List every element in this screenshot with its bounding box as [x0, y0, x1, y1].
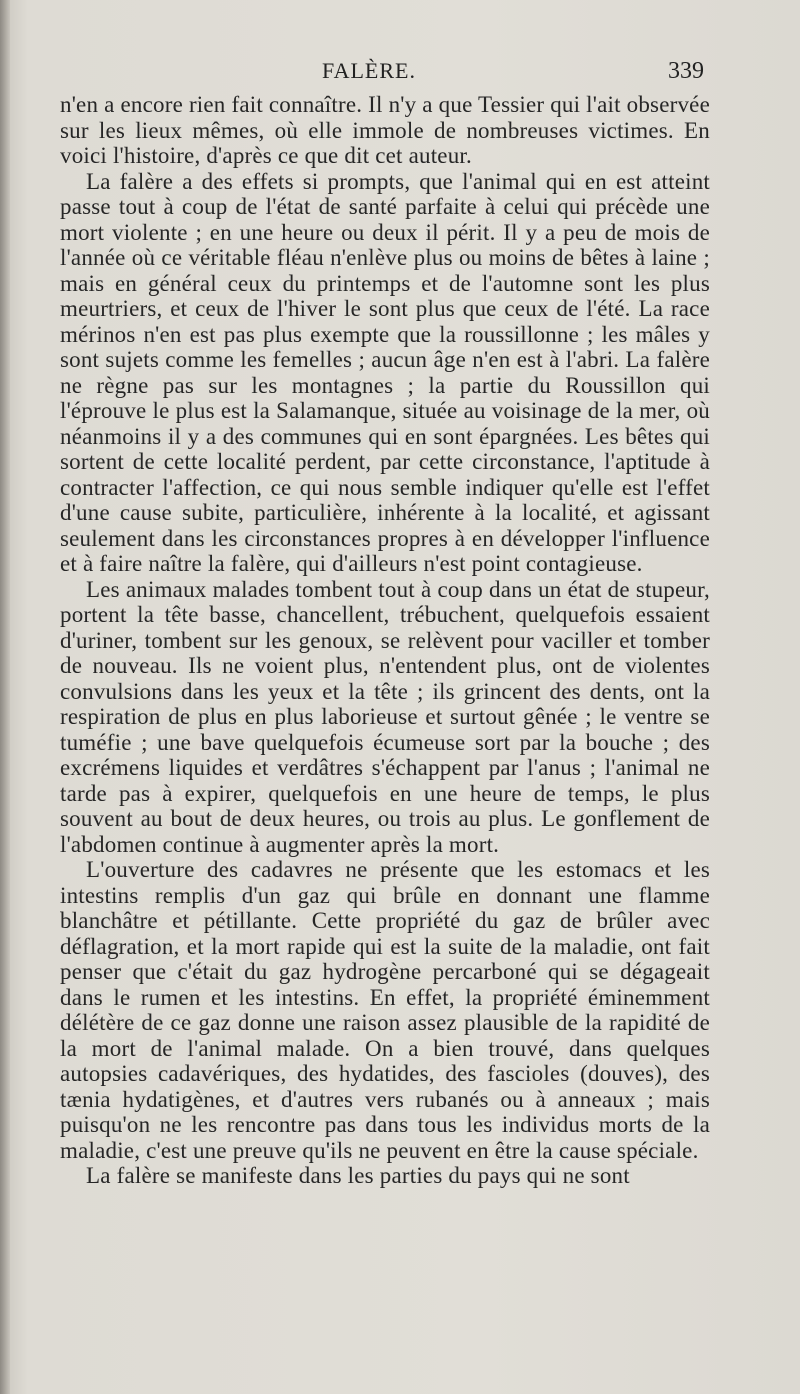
paragraph-falere-effects: La falère a des effets si prompts, que l'animal qui en est atteint passe tout à coup de l'état de santé parfaite à celui qui précède une mort violente ; en une heure ou deux il périt. Il y a peu de mois de l'année où ce véritable fléau n'enlève plus ou moins de bêtes à laine ; mais en général ceux du printemps et de l'automne sont les plus meurtriers, et ceux de l'hiver le sont plus que ceux de l'été. La race mérinos n'en est pas plus exempte que la roussillonne ; les mâles y sont sujets comme les femelles ; aucun âge n'en est à l'abri. La falère ne règne pas sur les montagnes ; la partie du Roussillon qui l'éprouve le plus est la Salamanque, située au voisinage de la mer, où néanmoins il y a des communes qui en sont épargnées. Les bêtes qui sortent de cette localité perdent, par cette circonstance, l'aptitude à contracter l'affection, ce qui nous semble indiquer qu'elle est l'effet d'une cause subite, particulière, inhérente à la localité, et agissant seulement dans les circonstances propres à en développer l'influence et à faire naître la falère, qui d'ailleurs n'est point contagieuse.	[60, 168, 710, 576]
running-title: FALÈRE.	[322, 58, 416, 83]
paragraph-autopsy: L'ouverture des cadavres ne présente que les estomacs et les intestins remplis d'un gaz qui brûle en donnant une flamme blanchâtre et pétillante. Cette propriété du gaz de brûler avec déflagration, et la mort rapide qui est la suite de la maladie, ont fait penser que c'était du gaz hydrogène percarboné qui se dégageait dans le rumen et les intestins. En effet, la propriété éminemment délétère de ce gaz donne une raison assez plausible de la rapidité de la mort de l'animal malade. On a bien trouvé, dans quelques autopsies cadavériques, des hydatides, des fascioles (douves), des tænia hydatigènes, et d'autres vers rubanés ou à anneaux ; mais puisqu'on ne les rencontre pas dans tous les individus morts de la maladie, c'est une preuve qu'ils ne peuvent en être la cause spéciale.	[60, 857, 710, 1163]
paragraph-continued: n'en a encore rien fait connaître. Il n'y a que Tessier qui l'ait observée sur les lieux mêmes, où elle immole de nombreuses victimes. En voici l'histoire, d'après ce que dit cet auteur.	[60, 92, 710, 168]
paragraph-symptoms: Les animaux malades tombent tout à coup dans un état de stupeur, portent la tête basse, chancellent, trébuchent, quelquefois essaient d'uriner, tombent sur les genoux, se relèvent pour vaciller et tomber de nouveau. Ils ne voient plus, n'entendent plus, ont de violentes convulsions dans les yeux et la tête ; ils grincent des dents, ont la respiration de plus en plus laborieuse et surtout gênée ; le ventre se tuméfie ; une bave quelquefois écumeuse sort par la bouche ; des excrémens liquides et verdâtres s'échappent par l'anus ; l'animal ne tarde pas à expirer, quelquefois en une heure de temps, le plus souvent au bout de deux heures, ou trois au plus. Le gonflement de l'abdomen continue à augmenter après la mort.	[60, 576, 710, 857]
book-spine-shadow	[0, 0, 10, 1394]
page-header	[60, 58, 710, 94]
page-body	[60, 92, 710, 1189]
page-number: 339	[668, 58, 704, 84]
paragraph-manifestation: La falère se manifeste dans les parties du pays qui ne sont	[86, 1163, 630, 1188]
